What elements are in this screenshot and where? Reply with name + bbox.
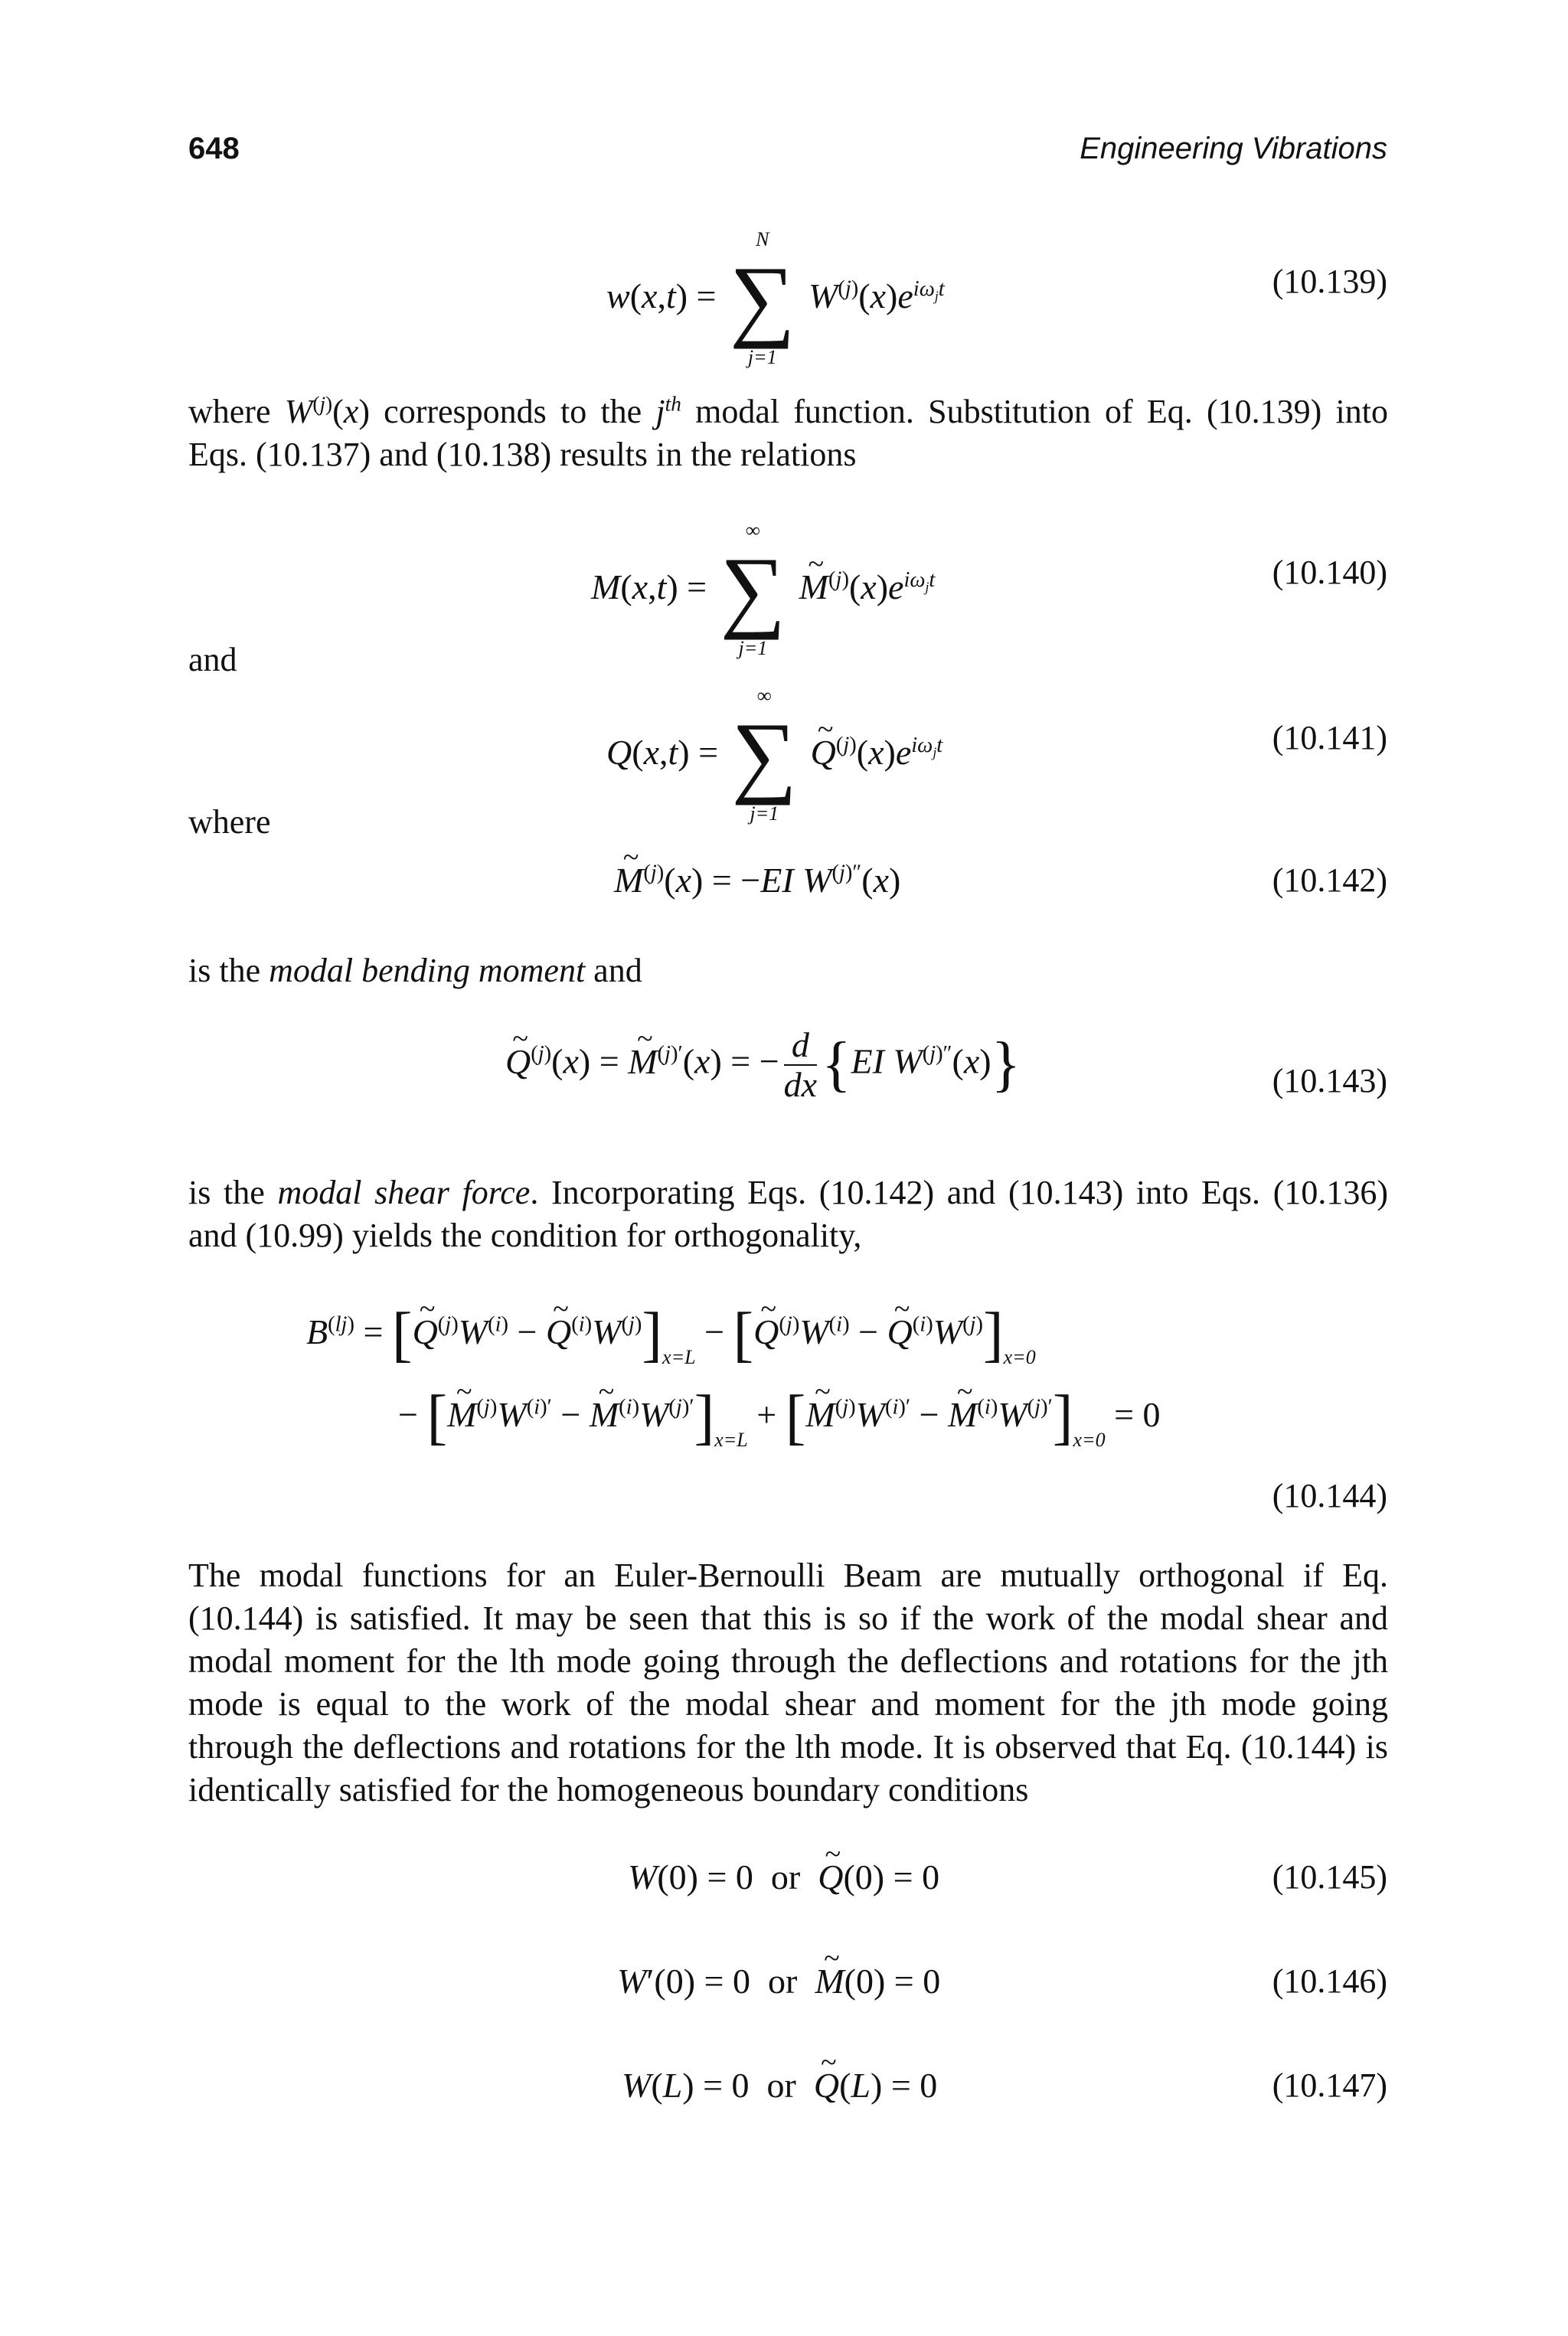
or-connector: or [766, 2066, 796, 2105]
or-connector: or [770, 1857, 801, 1897]
equation-10-147: W(L) = 0 or ~ Q(L) = 0 [622, 2064, 937, 2107]
equation-10-142: ~ $M^{(j)}(x) = -EI$ $W^{(j)''}(x)$ [614, 859, 900, 902]
para3-text-b: . Incorporating Eqs. (10.142) and (10.143) into Eqs. (10.136) and (10.99) yields the condition for orthogonality, [188, 1174, 1388, 1254]
para3-text-a: is the [188, 1174, 278, 1211]
equation-10-144-line-2: − [~ $M^{(j)}W^{(i)'}$ − ~ $M^{(i)}W^{(j)'}]_{x=L}$ + [~ $M^{(j)}W^{(i)'}$ − ~ $M^{(i)}W^{(j)'}]_{x=0} = 0$ [398, 1393, 1161, 1462]
para2-text-b: and [585, 952, 642, 989]
term-modal-bending-moment: modal bending moment [269, 952, 586, 989]
equation-number-10-142: (10.142) [1272, 861, 1387, 899]
para1-text-b: corresponds to the [369, 393, 656, 430]
paragraph-modal-shear-force [188, 1171, 1388, 1257]
paragraph-modal-function: where $W^{(j)}(x)$ corresponds to the $j^{th}$ modal function. Substitution of Eq. (10.139) into Eqs. (10.137) and (10.138) results in the relations [188, 392, 1388, 473]
equation-10-141: Q(x,t) = ∑ ∞ j=1 ~ $Q^{(j)}(x)e^{i\omega_jt}$ [606, 717, 942, 793]
page-number: 648 [188, 132, 240, 165]
paragraph-orthogonality: The modal functions for an Euler-Bernoulli Beam are mutually orthogonal if Eq. (10.144) is satisfied. It may be seen that this is so if the work of the modal shear and modal moment for the lth mode going through the deflections and rotations for the jth mode is equal to the work of the modal shear and moment for the jth mode going through the deflections and rotations for the lth mode. It is observed that Eq. (10.144) is identically satisfied for the homogeneous boundary conditions [188, 1557, 1388, 1808]
equation-number-10-141: (10.141) [1272, 719, 1387, 756]
word-where: where [188, 803, 271, 841]
term-modal-shear-force: modal shear force [277, 1174, 531, 1211]
para1-text-c: modal function. Substitution of Eq. (10.139) into Eqs. (10.137) and (10.138) results in the relations [188, 393, 1388, 473]
equation-number-10-143: (10.143) [1272, 1062, 1387, 1099]
equation-10-145: W(0) = 0 or ~ Q(0) = 0 [628, 1856, 939, 1899]
equation-number-10-139: (10.139) [1272, 263, 1387, 300]
running-title: Engineering Vibrations [1080, 132, 1387, 165]
para1-text-a: where [188, 393, 285, 430]
para2-text-a: is the [188, 952, 270, 989]
equation-10-143: ~ $Q^{(j)}(x)$ = ~ $M^{(j)'}(x)$ = − $\frac{d}{dx}$ {EI $W^{(j)''}(x)$} [505, 1026, 1021, 1104]
equation-10-140: M(x,t) = ∑ ∞ j=1 ~ $M^{(j)}(x)e^{i\omega_jt}$ [591, 551, 935, 628]
or-connector: or [767, 1962, 798, 2001]
equation-10-146: W′(0) = 0 or ~ M(0) = 0 [617, 1960, 940, 2003]
equation-10-139: w(x,t) = ∑ N j=1 $W^{(j)}(x)e^{i\omega_jt}$ [606, 228, 945, 368]
equation-10-144-line-1: $B^{(lj)}$ = [~ $Q^{(j)}W^{(i)}$ − ~ $Q^{(i)}W^{(j)}]_{x=L}$ − [~ $Q^{(j)}W^{(i)}$ − ~ $Q^{(i)}W^{(j)}]_{x=0}$ [306, 1311, 1036, 1379]
paragraph-modal-bending-moment [188, 949, 642, 992]
equation-number-10-140: (10.140) [1272, 554, 1387, 591]
equation-number-10-146: (10.146) [1272, 1962, 1387, 2000]
word-and: and [188, 641, 237, 678]
equation-number-10-147: (10.147) [1272, 2066, 1387, 2104]
equation-number-10-144: (10.144) [1272, 1477, 1387, 1514]
equation-number-10-145: (10.145) [1272, 1858, 1387, 1896]
